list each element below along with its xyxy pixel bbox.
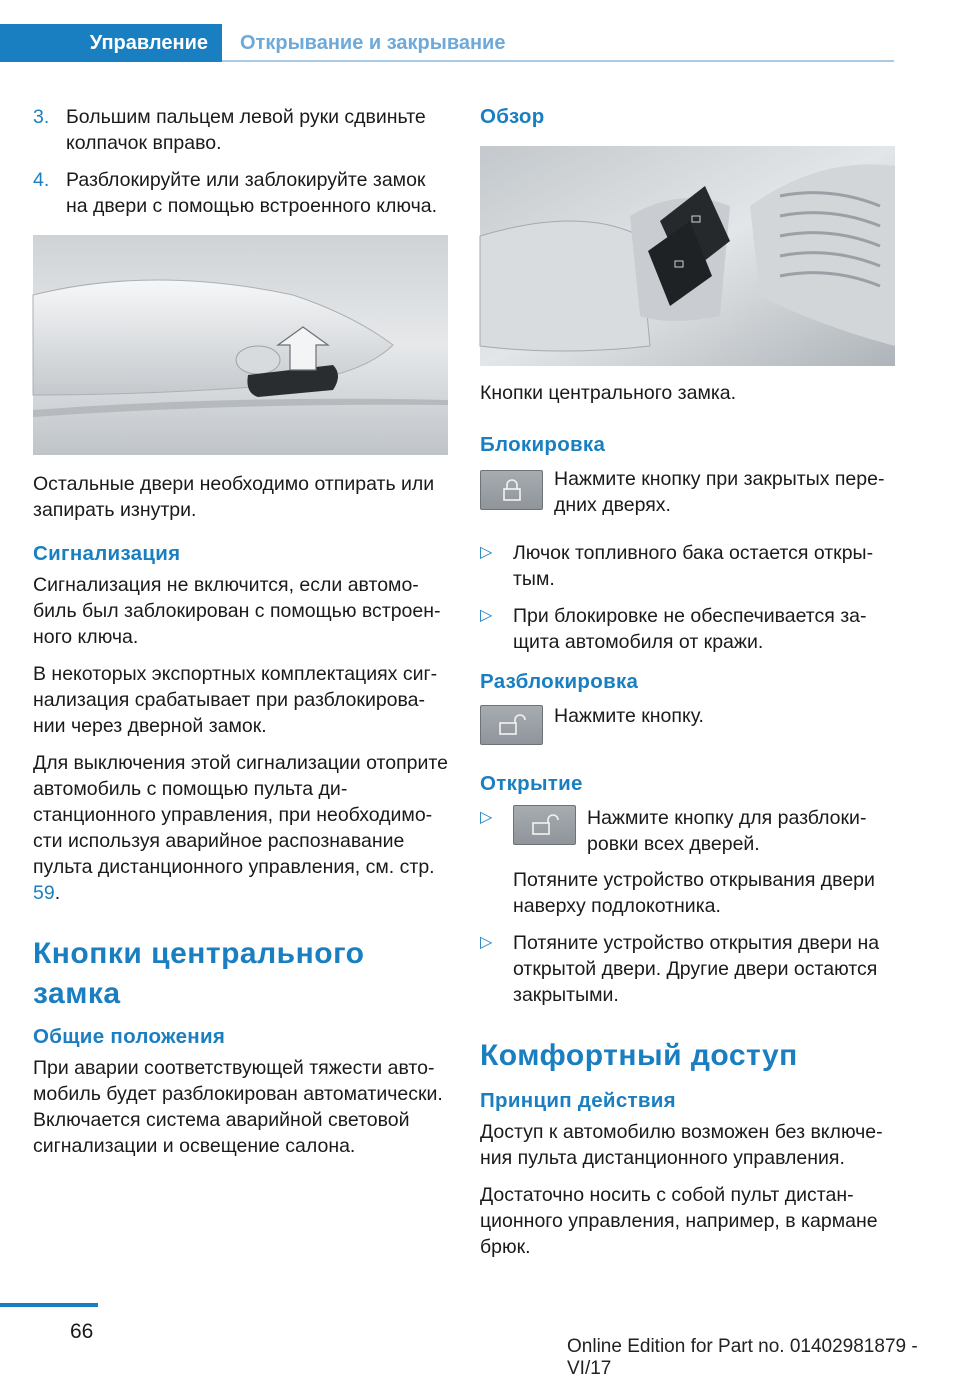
step-item	[33, 104, 448, 156]
general-paragraph: При аварии соответствующей тяжести автомобиль будет разблокирован автоматически. Включается система аварийной световой сигнализации и освещение салона.	[33, 1057, 443, 1157]
unlock-text: Нажмите кнопку.	[554, 705, 704, 727]
unlock-button-image	[513, 805, 576, 845]
comfort-access-heading: Комфортный доступ	[480, 1039, 798, 1072]
page-header	[0, 0, 960, 64]
lock-note-item	[480, 603, 895, 655]
unlock-heading: Разблокировка	[480, 670, 639, 693]
step-item	[33, 167, 448, 219]
lock-button-image	[480, 470, 543, 510]
alarm-paragraph-2: В некоторых экспортных комплектациях сигнализация срабатывает при разблокировании через дверной замок.	[33, 663, 438, 737]
lock-instruction	[480, 466, 895, 518]
alarm-paragraph-3	[33, 750, 448, 906]
footer-rule	[0, 1303, 98, 1307]
bullet-triangle-icon: ▷	[480, 607, 493, 624]
lock-heading: Блокировка	[480, 433, 606, 456]
door-handle-illustration	[33, 235, 448, 455]
header-tab-controls: Управление	[0, 24, 222, 62]
page-reference-link[interactable]: 59	[33, 882, 55, 904]
open-step-text: Потяните устройство открытия двери на открытой двери. Другие двери остаются закрытыми.	[513, 932, 880, 1006]
open-heading: Открытие	[480, 772, 583, 795]
door-handle-photo	[33, 235, 448, 455]
open-step-text: Нажмите кнопку для разблокировки всех дверей.	[587, 807, 867, 855]
general-heading: Общие положения	[33, 1025, 226, 1048]
header-rule	[222, 60, 894, 62]
overview-heading: Обзор	[480, 105, 545, 128]
unlock-icon	[498, 715, 526, 735]
bullet-triangle-icon: ▷	[480, 544, 493, 561]
left-column	[33, 104, 448, 1170]
alarm-paragraph-1: Сигнализация не включится, если автомобиль был заблокирован с помощью встроенного ключа.	[33, 574, 441, 648]
unlock-icon	[531, 815, 559, 835]
lock-note-item	[480, 540, 895, 592]
principle-paragraph-2: Достаточно носить с собой пульт дистанционного управления, например, в кармане брюк.	[480, 1184, 878, 1258]
open-step-subtext: Потяните устройство открывания двери наверху подлокотника.	[513, 869, 875, 917]
page-number: 66	[70, 1320, 94, 1343]
step-text: Разблокируйте или заблокируйте замок на двери с помощью встроенного ключа.	[66, 169, 438, 217]
step-text: Большим пальцем левой руки сдвиньте колпачок вправо.	[66, 106, 426, 154]
bullet-triangle-icon: ▷	[480, 809, 493, 826]
steps-list	[33, 104, 448, 219]
alarm-paragraph-3-end: .	[54, 882, 61, 904]
principle-paragraph-1: Доступ к автомобилю возможен без включения пульта дистанционного управления.	[480, 1121, 883, 1169]
lock-note-text: При блокировке не обеспечивается защита автомобиля от кражи.	[513, 605, 867, 653]
edition-footer: Online Edition for Part no. 01402981879 - VI/17	[567, 1336, 918, 1379]
overview-caption: Кнопки центрального замка.	[480, 382, 737, 404]
open-step-item	[480, 805, 895, 919]
principle-heading: Принцип действия	[480, 1089, 676, 1112]
central-lock-buttons-photo	[480, 146, 895, 366]
bullet-triangle-icon: ▷	[480, 934, 493, 951]
step-number: 3.	[33, 106, 50, 128]
lock-notes	[480, 540, 895, 655]
central-lock-heading: Кнопки центрального замка	[33, 937, 365, 1010]
open-step-item	[480, 930, 895, 1008]
alarm-paragraph-3-text: Для выключения этой сигнализации отоприте автомобиль с помощью пульта дистанционного управления, при необходимости используя аварийное распознавание пульта дистанционного управления, см. стр.	[33, 752, 448, 878]
lock-icon	[502, 479, 522, 501]
unlock-instruction	[480, 703, 895, 745]
open-steps	[480, 805, 895, 1008]
lock-text: Нажмите кнопку при закрытых передних дверях.	[554, 468, 885, 516]
alarm-heading: Сигнализация	[33, 542, 181, 565]
unlock-button-image	[480, 705, 543, 745]
step-number: 4.	[33, 169, 50, 191]
open-unlock-instruction	[513, 805, 895, 857]
right-column	[480, 104, 895, 1271]
header-section-title: Открывание и закрывание	[240, 32, 506, 54]
other-doors-text: Остальные двери необходимо отпирать или запирать изнутри.	[33, 473, 435, 521]
lock-note-text: Лючок топливного бака остается открытым.	[513, 542, 874, 590]
central-lock-illustration	[480, 146, 895, 366]
